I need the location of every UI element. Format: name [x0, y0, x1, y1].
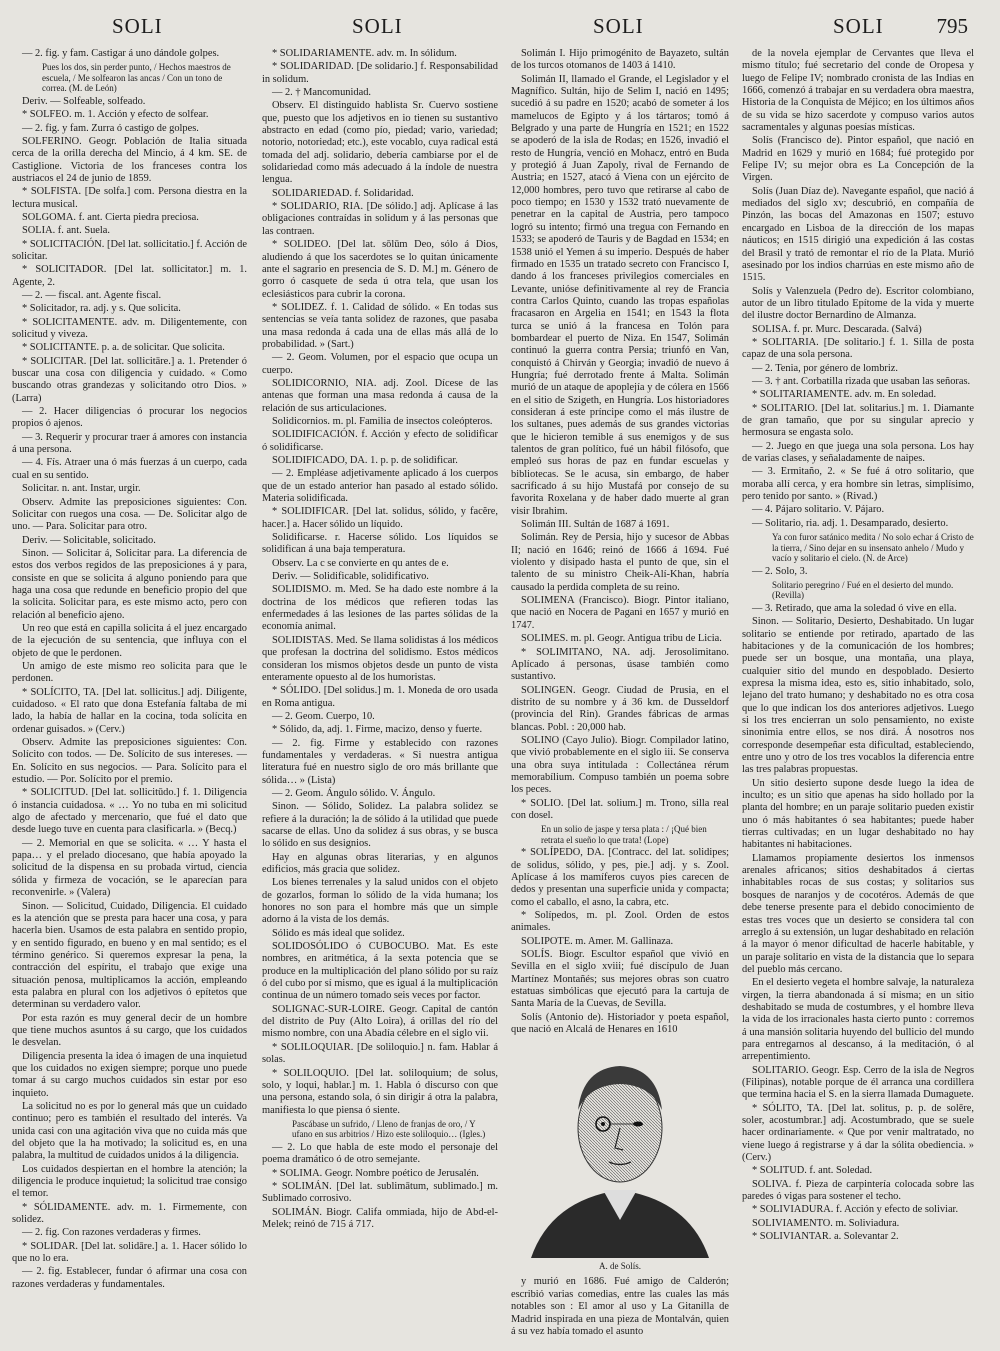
- dictionary-entry: — 2. fig. Con razones verdaderas y firmes.: [22, 1227, 201, 1239]
- dictionary-entry: y murió en 1686. Fué amigo de Calderón; escribió varias comedias, entre las cuales las más notables son : El amor al uso y La Gitanilla de Madrid inspirada en una pieza de Montalván, quien á su vez había tomado el asunto: [511, 1276, 729, 1337]
- column-3-top: [511, 48, 729, 1036]
- quotation: Pues los dos, sin perder punto, / Hechos maestros de escuela, / Me solfearon las ancas / Con un tono de correa. (M. de León): [42, 62, 231, 94]
- dictionary-entry: * SOLITARIA. [De solitario.] f. 1. Silla de posta capaz de una sola persona.: [742, 336, 974, 361]
- dictionary-entry: Hay en algunas obras literarias, y en algunos edificios, más gracia que solidez.: [262, 851, 498, 875]
- dictionary-entry: — 3. Requerir y procurar traer á amores con instancia á una persona.: [12, 431, 247, 456]
- dictionary-entry: — 2. Lo que habla de este modo el personaje del poema dramático ó de otro semejante.: [262, 1141, 498, 1166]
- dictionary-entry: SOLIDIFICADO, DA. 1. p. p. de solidificar.: [272, 455, 458, 466]
- dictionary-entry: SOLITARIO. Geogr. Esp. Cerro de la isla de Negros (Filipinas), notable porque de él arranca una cordillera que termina hacia el S. en la sierra llamada Dumaguete.: [742, 1064, 974, 1101]
- dictionary-entry: SOLISA. f. pr. Murc. Descarada. (Salvá): [752, 323, 922, 335]
- dictionary-entry: Observ. Admite las preposiciones siguientes: Con. Solícito con todos. — De. Solícito de sus intereses. — En. Solícito en sus negocios. — Para. Solícito para el estudio. — Por. Solícito por el premio.: [12, 737, 247, 786]
- dictionary-entry: — 2. fig. y fam. Castigar á uno dándole golpes.: [22, 48, 220, 59]
- column-3-bottom: [511, 1276, 729, 1338]
- dictionary-entry: SOLIGNAC-SUR-LOIRE. Geogr. Capital de cantón del distrito de Puy (Alto Loira), á orillas del río del mismo nombre, con una Abadía célebre en el siglo vii.: [262, 1003, 498, 1040]
- dictionary-entry: — 2. fig. y fam. Zurra ó castigo de golpes.: [22, 122, 199, 134]
- dictionary-entry: SOLGOMA. f. ant. Cierta piedra preciosa.: [22, 211, 199, 223]
- dictionary-entry: SOLIVIAMENTO. m. Soliviadura.: [752, 1217, 900, 1229]
- running-head-4: SOLI: [833, 14, 884, 38]
- dictionary-entry: * SOLIVIADURA. f. Acción y efecto de soliviar.: [752, 1204, 959, 1216]
- dictionary-entry: * SOLICITADOR. [Del lat. sollicitator.] m. 1. Agente, 2.: [12, 264, 247, 288]
- dictionary-entry: Solís (Antonio de). Historiador y poeta español, que nació en Alcalá de Henares en 1610: [511, 1011, 729, 1036]
- dictionary-entry: — 4. Pájaro solitario. V. Pájaro.: [752, 504, 885, 516]
- dictionary-entry: — 2. Geom. Cuerpo, 10.: [272, 710, 375, 722]
- dictionary-entry: Deriv. — Solicitable, solicitado.: [22, 534, 156, 546]
- column-4: [742, 48, 974, 1344]
- dictionary-entry: * SOLIO. [Del lat. solium.] m. Trono, silla real con dosel.: [511, 797, 729, 821]
- dictionary-entry: — 2. Tenia, por género de lombriz.: [752, 362, 898, 374]
- dictionary-entry: * SOLIDARIDAD. [De solidario.] f. Responsabilidad in solidum.: [262, 61, 498, 85]
- dictionary-entry: SOLIDIFICACIÓN. f. Acción y efecto de solidificar ó solidificarse.: [262, 429, 498, 453]
- dictionary-entry: * SOLILOQUIAR. [De soliloquio.] n. fam. Hablar á solas.: [262, 1041, 498, 1066]
- dictionary-entry: — 2. Juego en que juega una sola persona. Los hay de varias clases, y señaladamente de naipes.: [742, 440, 974, 464]
- dictionary-entry: Por esta razón es muy general decir de un hombre que tiene muchos asuntos á su cargo, que los cuidados le desvelan.: [12, 1012, 247, 1049]
- portrait-image: [511, 1040, 729, 1258]
- dictionary-entry: * SOLICITAR. [Del lat. sollicitāre.] a. 1. Pretender ó buscar una cosa con diligencia y cuidado. « Como buscando otras grandezas y solicitando otro Dios. » (Larra): [12, 355, 247, 404]
- dictionary-entry: * SOLITARIO. [Del lat. solitarius.] m. 1. Diamante de gran tamaño, que por su singular aprecio y hermosura se engasta solo.: [742, 402, 974, 439]
- dictionary-entry: Deriv. — Solidificable, solidificativo.: [272, 571, 429, 583]
- dictionary-entry: * SOLFEO. m. 1. Acción y efecto de solfear.: [22, 109, 209, 121]
- dictionary-entry: Sinon. — Solicitud, Cuidado, Diligencia. El cuidado es la atención que se presta para hacer una cosa, y para hacerla bien. Usamos de esta palabra en sentido propio, y en sentido figurado, en bueno y en mal sentido; es el término genérico. Si queremos expresar la pena, la contracción del espíritu, el trabajo que exige una situación penosa, multiplicamos la acción, empleando esta palabra en plural con los adjetivos ó epítetos que determinan su verdadero valor.: [12, 900, 247, 1011]
- dictionary-entry: Los cuidados despiertan en el hombre la atención; la diligencia le produce inquietud; la solicitud trae consigo el temor.: [12, 1163, 247, 1200]
- dictionary-entry: SOLIA. f. ant. Suela.: [22, 225, 111, 237]
- dictionary-entry: — 3. Ermitaño, 2. « Se fué á otro solitario, que moraba allí cerca, y era hombre sin letras, simplísimo, pero tenido por santo. » (Rivad.): [742, 466, 974, 503]
- portrait-engraving: [511, 1040, 729, 1272]
- dictionary-entry: SOLIDOSÓLIDO ó CUBOCUBO. Mat. Es este nombres, en aritmética, á la sexta potencia que se produce en la multiplicación del plano sólido por su raíz ó del cubo por sí mismo, que es igual á la multiplicación continua de un número tomado seis veces por factor.: [262, 941, 498, 1002]
- quotation: Ya con furor satánico medita / No solo echar á Cristo de la tierra, / Sino dejar en su insensato anhelo / Mudo y vacío y solitario el cielo. (N. de Arce): [772, 532, 974, 564]
- dictionary-entry: * SOLIMITANO, NA. adj. Jerosolimitano. Aplícado á personas, úsase también como sustantivo.: [511, 646, 729, 683]
- dictionary-entry: Observ. El distinguido hablista Sr. Cuervo sostiene que, puesto que los adjetivos en io tienen su sustantivo abstracto en edad (como pío, piedad; vario, variedad; notorio, notoriedad; etc.), este vocablo, cuya radical está tomada del adj. solidario, debería cambiarse por el de solidariedad como más adecuado á la índole de nuestra lengua.: [262, 100, 498, 186]
- running-head-1: SOLI: [112, 14, 163, 38]
- dictionary-entry: — 2. † Mancomunidad.: [272, 87, 371, 99]
- dictionary-entry: — 2. fig. Firme y establecido con razones fundamentales y verdaderas. « Si nuestra antigua literatura fué en nuestro siglo de oro más brillante que sólida… » (Lista): [262, 737, 498, 786]
- page-number: 795: [936, 14, 968, 38]
- dictionary-entry: * SOLIMÁN. [Del lat. sublimātum, sublimado.] m. Sublimado corrosivo.: [262, 1180, 498, 1205]
- dictionary-entry: Un sitio desierto supone desde luego la idea de inculto; es un sitio que apenas ha sido hollado por la planta del hombre; en un paraje solitario pueden existir uno ó más habitantes ó sea habitantes; puede haber tierras cultivadas; en un lugar deshabitado no hay habitantes ni habitaciones.: [742, 777, 974, 851]
- dictionary-entry: * SOLIMA. Geogr. Nombre poético de Jerusalén.: [272, 1167, 479, 1179]
- dictionary-entry: — 2. — fiscal. ant. Agente fiscal.: [22, 290, 162, 301]
- quotation: Pascábase un sufrido, / Lleno de franjas de oro, / Y ufano en sus arbitrios / Hizo este soliloquio… (Igles.): [292, 1118, 486, 1140]
- dictionary-entry: — 3. Retirado, que ama la soledad ó vive en ella.: [752, 602, 957, 614]
- dictionary-entry: Solimán III. Sultán de 1687 á 1691.: [521, 519, 670, 531]
- dictionary-entry: * SOLIDARIAMENTE. adv. m. In sólidum.: [272, 48, 457, 59]
- dictionary-entry: — 2. Geom. Ángulo sólido. V. Ángulo.: [272, 787, 436, 799]
- dictionary-entry: SOLIDICORNIO, NIA. adj. Zool. Dícese de las antenas que forman una masa redonda á causa de la relación de sus articulaciones.: [262, 377, 498, 414]
- dictionary-entry: * SOLIDEO. [Del lat. sōlūm Deo, sólo á Dios, aludiendo á que los sacerdotes se lo quitan únicamente ante el sagrario en presencia de S. D. M.] m. Género de gorro ó casquete de seda ú otra tela, que usan los eclesiásticos para cubrir la corona.: [262, 239, 498, 300]
- dictionary-entry: Solís (Francisco de). Pintor español, que nació en Madrid en 1629 y murió en 1684; fué protegido por Felipe IV; su mejor obra es La Concepción de la Virgen.: [742, 135, 974, 184]
- dictionary-entry: * Solicitador, ra. adj. y s. Que solicita.: [22, 303, 181, 315]
- dictionary-entry: Sólido es más ideal que solidez.: [272, 927, 405, 939]
- dictionary-entry: Solimán I. Hijo primogénito de Bayazeto, sultán de los turcos otomanos de 1403 á 1410.: [511, 48, 729, 72]
- dictionary-entry: Un amigo de este mismo reo solicita para que le perdonen.: [12, 660, 247, 685]
- dictionary-entry: * SÓLITO, TA. [Del lat. solitus, p. p. de solēre, soler, acostumbrar.] adj. Acostumbrado, que se suele hacer ordinariamente. « Que por venir maltratado, no viene luego á registrarse y á dar la sólita obediencia. » (Cerv.): [742, 1102, 974, 1164]
- dictionary-entry: * SOLFISTA. [De solfa.] com. Persona diestra en la lectura musical.: [12, 186, 247, 210]
- dictionary-entry: Solidicornios. m. pl. Familia de insectos coleópteros.: [272, 415, 493, 427]
- dictionary-entry: * SOLIDEZ. f. 1. Calidad de sólido. « En todas sus sentencias se veía tanta solidez de razones, que pasaba una masa redonda á cada una de ellas más allá de lo probabilidad. » (Sart.): [262, 301, 498, 350]
- dictionary-entry: * SOLIDIFICAR. [Del lat. solidus, sólido, y facĕre, hacer.] a. Hacer sólido un líquido.: [262, 506, 498, 530]
- dictionary-entry: * Solípedos, m. pl. Zool. Orden de estos animales.: [511, 910, 729, 934]
- running-head-2: SOLI: [352, 14, 403, 38]
- dictionary-entry: * Sólido, da, adj. 1. Firme, macizo, denso y fuerte.: [272, 724, 483, 736]
- dictionary-entry: SOLIVA. f. Pieza de carpintería colocada sobre las paredes ó vigas para sostener el techo.: [742, 1178, 974, 1203]
- dictionary-entry: Observ. Admite las preposiciones siguientes: Con. Solicitar con ruegos una cosa. — De. Solicitar algo de uno. — Para. Solicitar para otro.: [12, 496, 247, 533]
- dictionary-entry: SOLIMES. m. pl. Geogr. Antigua tribu de Licia.: [521, 633, 722, 645]
- column-3: [511, 48, 729, 1344]
- dictionary-entry: En el desierto vegeta el hombre salvaje, la naturaleza virgen, la tierra abandonada á sí misma; en un sitio deshabitado se muda de costumbres, y el hombre lleva la vida de los irracionales hasta cierto punto : corremos á una mansión solitaria huyendo del bullicio del mundo para entregarnos al descanso, á la meditación, ó al arrepentimiento.: [742, 977, 974, 1063]
- dictionary-entry: — 2. Geom. Volumen, por el espacio que ocupa un cuerpo.: [262, 352, 498, 376]
- dictionary-entry: Sinon. — Solitario, Desierto, Deshabitado. Un lugar solitario se entiende por retirado, apartado de las habitaciones y de la comunicación de los hombres; puede ser un bosque, una montaña, una playa, cualquier sitio del mundo en despoblado. Desierto expresa la misma idea, esto es, sitio inhabitado, solo, lejano del trato humano; y deshabitado no es otra cosa que lo que indican los dos anteriores adjetivos. Luego si los tres encierran un solo pensamiento, no existe sinonimia entre ellos, se nos dirá. Á nosotros nos corresponde desempeñar esta dificultad, estableciendo, entre uno y otro de los tres vocablos la diferencia entre las tres palabras propuestas.: [742, 616, 974, 776]
- column-1: [12, 48, 247, 1344]
- portrait-caption: A. de Solís.: [598, 1261, 641, 1272]
- dictionary-entry: * SOLIVIANTAR. a. Solevantar 2.: [752, 1231, 899, 1243]
- dictionary-entry: * SOLIDARIO, RIA. [De sólido.] adj. Aplícase á las obligaciones contraídas in solidum y á las personas que las contraen.: [262, 201, 498, 237]
- dictionary-entry: * SOLILOQUIO. [Del lat. soliloquium; de solus, solo, y loqui, hablar.] m. 1. Habla ó discurso con que una persona, estando sola, ó sin dirigir á otra la palabra, manifiesta lo que piensa ó siente.: [262, 1067, 498, 1116]
- dictionary-entry: Solicitar. n. ant. Instar, urgir.: [22, 483, 141, 495]
- dictionary-entry: — 2. Solo, 3.: [752, 565, 808, 577]
- dictionary-entry: * SOLITUD. f. ant. Soledad.: [752, 1165, 873, 1177]
- dictionary-entry: * SOLICITAMENTE. adv. m. Diligentemente, con solicitud y viveza.: [12, 316, 247, 341]
- dictionary-entry: — 4. Fís. Atraer una ó más fuerzas á un cuerpo, cada cual en su sentido.: [12, 457, 247, 481]
- dictionary-entry: SOLIDISMO. m. Med. Se ha dado este nombre á la doctrina de los médicos que refieren todas las enfermedades á las lesiones de las partes sólidas de la economía animal.: [262, 584, 498, 633]
- dictionary-entry: SOLIMÁN. Biogr. Califa ommiada, hijo de Abd-el-Melek; reinó de 715 á 717.: [262, 1206, 498, 1230]
- dictionary-entry: Llamamos propiamente desiertos los inmensos arenales africanos; sitios deshabitados á ciertas inhabitables rocas de sus costas; y solitarios sus bosques de naranjos y de cocotéros. Además de que debe tenerse presente para el debido conocimiento de estas tres voces que un desierto se considera tal con arreglo á su extensión, un lugar deshabitado en relación á la mayor ó menor dificultad de hacerle habitable, y un paraje solitario en vista de la distancia que lo separa del pueblo más cercano.: [742, 852, 974, 975]
- dictionary-entry: * SOLICITANTE. p. a. de solicitar. Que solicita.: [22, 342, 225, 354]
- dictionary-entry: Deriv. — Solfeable, solfeado.: [22, 95, 146, 107]
- dictionary-entry: Diligencia presenta la idea ó imagen de una inquietud que los cuidados no exigen siempre; porque uno puede tomar á su cargo muchos cuidados sin estar por eso inquieto.: [12, 1050, 247, 1099]
- dictionary-entry: Los bienes terrenales y la salud unidos con el objeto de gozarlos, forman lo sólido de la vida humana; los honores no son para el hombre más que un simple adorno á la vista de los demás.: [262, 877, 498, 926]
- dictionary-entry: — 2. Memorial en que se solicita. « … Y hasta el papa… y el prelado diocesano, que había apoyado la solicitud de la dispensa en su probada virtud, ciencia sólida y firmeza de vocación, se le aparecían para reconvenirle. » (Valera): [12, 837, 247, 899]
- dictionary-entry: * SOLÍCITO, TA. [Del lat. sollicitus.] adj. Diligente, cuidadoso. « El rato que dona Estefanía faltaba de mi lado, la había de hallar en la cocina, toda solícita en ordenar guisados. » (Cerv.): [12, 686, 247, 735]
- dictionary-entry: * SOLICITUD. [Del lat. sollicitūdo.] f. 1. Diligencia ó instancia cuidadosa. « … Yo no tuba en mi solicitud algo de afectado y mercenario, que fué el dato que desde luego tuve en cuenta para clasificarla. » (Becq.): [12, 787, 247, 836]
- dictionary-entry: — 2. Empléase adjetivamente aplicado á los cuerpos que de un estado anterior han pasado al estado sólido. Materia solidificada.: [262, 468, 498, 505]
- dictionary-entry: Solimán II, llamado el Grande, el Legislador y el Magnífico. Sultán, hijo de Selim I, nació en 1495; sucedió á su padre en 1520; acabó de someter á los mamelucos de Egipto y á los tártaros; tomó á Belgrado y una parte de Hungría en 1521; en 1522 se apoderó de la isla de Rodas; en 1526, invadió el resto de Hungría, venció en Mohacz, entró en Buda y protegió á Juan Zapoly, rival de Fernando de Austria; en 1527, atacó á Viena con un ejército de 12,000 hombres, pero tuvo que retirarse al cabo de poco tiempo; en 1530 y 1532 trató nuevamente de penetrar en la capital de Austria, pero tampoco logró su intento; firmó una tregua con Fernando en 1533; se apoderó de Tauris y de Bagdad en 1534; en 1538 unió el Yemen á su imperio. Después de haber firmado en 1535 un tratado secreto con Francisco I, dando á los franceses privilegios comerciales en Levante, unióse definitivamente al rey de Francia contra Carlos Quinto, cuando las tropas españolas fracasaron en Argelia en 1541; en 1543 la flota turca se unió á la francesa en Tolón para bombardear el puerto de Niza. En 1547, Solimán continuó la guerra contra Persia; triunfó en Van, conquistó á Chirván y Georgia; invadió de nuevo á Hungría; fué derrotado frente á Malta. Solimán murió de un ataque de apoplejía y de cólera en 1566 en el sitio de Szigeth, en Hungría. Los historiadores consideran á este príncipe como el más ilustre de los sultanes, pues además de sus grandes victorias que le hicieron temible á sus enemigos y de sus talentos de gran político, fué un hábil filósofo, que empleó sus horas de paz en fundar escuelas y bibliotecas. Se le acusa, sin embargo, de haber sacrificado á su hijo Mustafá por consejo de su favorita Roxelana y de haber dado muerte al gran visir Ibrahim.: [511, 73, 729, 517]
- dictionary-entry: * SÓLIDO. [Del solidus.] m. 1. Moneda de oro usada en Roma antigua.: [262, 685, 498, 709]
- dictionary-entry: * SOLITARIAMENTE. adv. m. En soledad.: [752, 389, 937, 401]
- dictionary-entry: SOLINGEN. Geogr. Ciudad de Prusia, en el distrito de su nombre y á 36 km. de Dusseldorf (provincia del Rin). Grandes fábricas de armas blancas. Pobl. : 20,000 hab.: [511, 684, 729, 733]
- dictionary-entry: Sinon. — Sólido, Solidez. La palabra solidez se refiere á la duración; la de sólido á la utilidad que puede sacarse de ellas. Uno da solidez á sus obras, y se busca lo sólido en sus designios.: [262, 801, 498, 850]
- dictionary-entry: SOLIMENA (Francisco). Biogr. Pintor italiano, que nació en Nocera de Pagani en 1657 y murió en 1747.: [511, 595, 729, 631]
- dictionary-entry: de la novela ejemplar de Cervantes que lleva el mismo título; fué secretario del conde de Oropesa y luego de Felipe IV; nombrado cronista de las Indias en 1666, comenzó á trabajar en su verdadera obra maestra, Historia de la Conquista de Méjico; en los últimos años de su vida se hizo sacerdote y compuso varios autos sacramentales y algunas poesías místicas.: [742, 48, 974, 134]
- dictionary-entry: — Solitario, ria. adj. 1. Desamparado, desierto.: [752, 517, 949, 529]
- dictionary-entry: * SOLÍPEDO, DA. [Contracc. del lat. solidipes; de solidus, sólido, y pes, pie.] adj. y s. Zool. Aplícase á los mamíferos cuyos pies carecen de dedos y presentan una superficie unida y compacta; como el caballo, el asno, la cabra, etc.: [511, 847, 729, 908]
- dictionary-entry: Sinon. — Solicitar á, Solicitar para. La diferencia de estos dos verbos regidos de las preposiciones á y para, consiste en que se solicita á alguno poniendo para que haga una cosa que redunde en beneficio propio del que la solicita. Solicitar para, es este mismo acto, pero con relación al beneficio ajeno.: [12, 547, 247, 621]
- dictionary-entry: Solidificarse. r. Hacerse sólido. Los líquidos se solidifican á una baja temperatura.: [262, 532, 498, 556]
- dictionary-entry: SOLIDARIEDAD. f. Solidaridad.: [272, 187, 414, 199]
- dictionary-entry: * SOLICITACIÓN. [Del lat. sollicitatio.] f. Acción de solicitar.: [12, 238, 247, 262]
- column-2: [262, 48, 498, 1344]
- dictionary-entry: Solís y Valenzuela (Pedro de). Escritor colombiano, autor de un libro titulado Epítome de la vida y muerte del ilustre doctor Bernardino de Almanza.: [742, 285, 974, 322]
- dictionary-entry: La solicitud no es por lo general más que un cuidado continuo; pero es también el resultado del interés. Va unida casi con una agitación viva que no cuida más que del objeto que la ha motivado; la solicitud es, en una palabra, la multitud de cuidados unidos á la diligencia.: [12, 1101, 247, 1162]
- dictionary-entry: SOLÍS. Biogr. Escultor español que vivió en Sevilla en el siglo xviii; fué discípulo de Juan Martínez Montañés; sus mejores obras son cuatro estatuas simbólicas que ejecutó para la cartuja de Santa María de la Cuevas, de Sevilla.: [511, 949, 729, 1010]
- running-head-3: SOLI: [593, 14, 644, 38]
- quotation: En un solio de jaspe y tersa plata : / ¡Qué bien retrata el sueño lo que trata! (Lope): [541, 824, 707, 845]
- dictionary-entry: * SOLIDAR. [Del lat. solidāre.] a. 1. Hacer sólido lo que no lo era.: [12, 1240, 247, 1265]
- dictionary-entry: * SÓLIDAMENTE. adv. m. 1. Firmemente, con solidez.: [12, 1201, 247, 1226]
- dictionary-entry: — 2. fig. Establecer, fundar ó afirmar una cosa con razones verdaderas y fundamentales.: [12, 1266, 247, 1290]
- dictionary-entry: — 3. † ant. Corbatilla rizada que usaban las señoras.: [752, 375, 971, 387]
- dictionary-entry: SOLINO (Cayo Julio). Biogr. Compilador latino, que vivió probablemente en el siglo iii. Se conserva una obra suya intitulada : Collectánea rérum memorabílium. Compuso también un poema sobre los peces.: [511, 734, 729, 796]
- dictionary-entry: SOLIDISTAS. Med. Se llama solidistas á los médicos que profesan la doctrina del solidismo. Estos médicos consideran los mismos objetos desde un punto de vista enteramente opuesto al de los humoristas.: [262, 634, 498, 683]
- dictionary-entry: Solimán. Rey de Persia, hijo y sucesor de Abbas II; nació en 1646; reinó de 1666 á 1694. Fué violento y disipado hasta el punto de que, sin el talento de su ministro Cheik-Alí-Khan, habría causado la perdida completa de su reino.: [511, 532, 729, 593]
- dictionary-entry: SOLIPOTE. m. Amer. M. Gallinaza.: [521, 935, 674, 947]
- dictionary-entry: Solís (Juan Díaz de). Navegante español, que nació á mediados del siglo xv; descubrió, en compañía de Pinzón, las bocas del Amazonas en 1507; estuvo encargado en Lisboa de la dirección de los mapas náuticos; en 1515 dirigió una expedición á las costas del Brasil y trató de remontar el río de la Plata. Murió asesinado por los indios charrúas en este mismo año de 1515.: [742, 185, 974, 284]
- dictionary-entry: Un reo que está en capilla solicita á el juez encargado de la ejecución de su sentencia, que influya con el objeto de que le perdonen.: [12, 622, 247, 659]
- dictionary-entry: — 2. Hacer diligencias ó procurar los negocios propios ó ajenos.: [12, 406, 247, 430]
- dictionary-entry: SOLFERINO. Geogr. Población de Italia situada cerca de la orilla derecha del Mincio, á 4 km. SE. de Castiglione. Victoria de los franceses contra los austriacos el 24 de junio de 1859.: [12, 135, 247, 184]
- quotation: Solitario peregrino / Fué en el desierto del mundo. (Revilla): [772, 579, 954, 601]
- dictionary-entry: Observ. La c se convierte en qu antes de e.: [272, 557, 449, 569]
